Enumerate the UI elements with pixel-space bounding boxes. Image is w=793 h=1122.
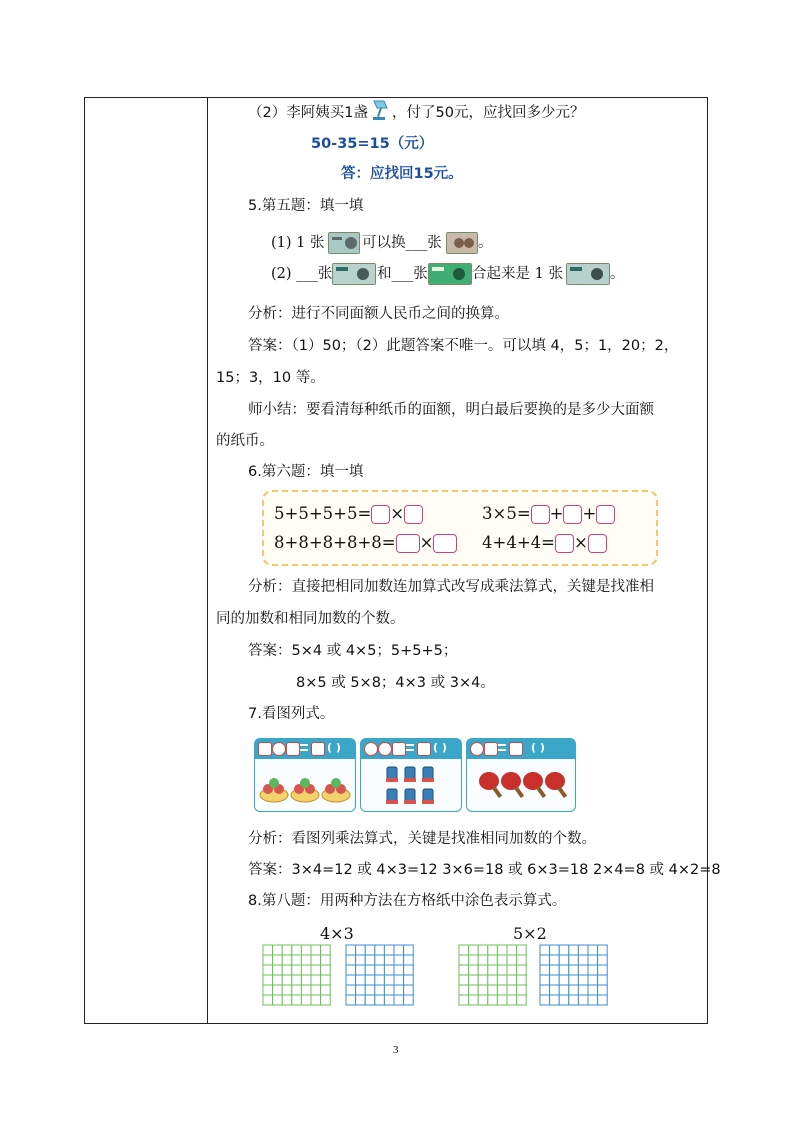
- q5-summary-line2: 的纸币。: [216, 433, 274, 449]
- q5-analysis: 分析：进行不同面额人民币之间的换算。: [248, 306, 509, 322]
- grid-cell[interactable]: [559, 965, 569, 975]
- grid-cell[interactable]: [517, 975, 527, 985]
- grid-cell[interactable]: [321, 985, 331, 995]
- grid-cell[interactable]: [394, 985, 404, 995]
- grid-cell[interactable]: [497, 965, 507, 975]
- q5-line2-c: 合起来是 1 张: [472, 266, 563, 282]
- picture-panel-3: [466, 738, 576, 812]
- grid-cell[interactable]: [569, 955, 579, 965]
- grid-cell[interactable]: [404, 955, 414, 965]
- grid-cell[interactable]: [394, 965, 404, 975]
- grid-cell[interactable]: [346, 965, 356, 975]
- grid-cell[interactable]: [478, 975, 488, 985]
- grid-cell[interactable]: [507, 965, 517, 975]
- grid-cell[interactable]: [550, 985, 560, 995]
- q4-part2-suffix: ，付了50元，应找回多少元？: [392, 105, 585, 121]
- grid-cell[interactable]: [346, 985, 356, 995]
- grid-cell[interactable]: [273, 985, 283, 995]
- grid-cell[interactable]: [569, 975, 579, 985]
- grid-cell[interactable]: [346, 955, 356, 965]
- grid-cell[interactable]: [356, 985, 366, 995]
- grid-cell[interactable]: [356, 995, 366, 1005]
- grid-cell[interactable]: [550, 945, 560, 955]
- grid-label-5x2: 5×2: [513, 924, 547, 943]
- grid-cell[interactable]: [263, 995, 273, 1005]
- grid-cell[interactable]: [550, 965, 560, 975]
- grid-cell[interactable]: [488, 985, 498, 995]
- grid-cell[interactable]: [263, 985, 273, 995]
- grid-cell[interactable]: [365, 965, 375, 975]
- grid-cell[interactable]: [469, 975, 479, 985]
- grid-cell[interactable]: [469, 955, 479, 965]
- grid-cell[interactable]: [478, 965, 488, 975]
- desk-lamp-icon: [370, 98, 392, 122]
- grid-cell[interactable]: [301, 945, 311, 955]
- answer-box[interactable]: [588, 534, 607, 553]
- grid-cell[interactable]: [507, 955, 517, 965]
- grid-cell[interactable]: [301, 965, 311, 975]
- grid-cell[interactable]: [301, 975, 311, 985]
- grid-cell[interactable]: [578, 985, 588, 995]
- grid-cell[interactable]: [356, 975, 366, 985]
- grid-cell[interactable]: [404, 995, 414, 1005]
- grid-cell[interactable]: [478, 945, 488, 955]
- grid-cell[interactable]: [488, 945, 498, 955]
- grid-cell[interactable]: [497, 985, 507, 995]
- grid-cell[interactable]: [301, 995, 311, 1005]
- plates-of-cakes-icon: [259, 765, 351, 807]
- grid-cell[interactable]: [507, 975, 517, 985]
- grid-cell[interactable]: [488, 995, 498, 1005]
- q5-line1-a: (1) 1 张: [271, 235, 325, 251]
- grid-cell[interactable]: [478, 955, 488, 965]
- grid-cell[interactable]: [559, 945, 569, 955]
- grid-cell[interactable]: [540, 945, 550, 955]
- grid-cell[interactable]: [598, 965, 608, 975]
- grid-paper-green-2[interactable]: [458, 944, 528, 1006]
- grid-cell[interactable]: [459, 975, 469, 985]
- picture-panel-1: [254, 738, 356, 812]
- grid-cell[interactable]: [569, 945, 579, 955]
- grid-cell[interactable]: [404, 985, 414, 995]
- equation-4: [482, 533, 607, 553]
- grid-cell[interactable]: [282, 965, 292, 975]
- grid-cell[interactable]: [588, 995, 598, 1005]
- grid-cell[interactable]: [375, 995, 385, 1005]
- answer-box[interactable]: [433, 534, 457, 553]
- grid-cell[interactable]: [578, 975, 588, 985]
- grid-cell[interactable]: [404, 965, 414, 975]
- grid-cell[interactable]: [292, 975, 302, 985]
- grid-cell[interactable]: [311, 945, 321, 955]
- q7-title: 7.看图列式。: [248, 706, 335, 722]
- paren-blank: ( ): [433, 741, 447, 754]
- grid-cell[interactable]: [488, 975, 498, 985]
- grid-cell[interactable]: [588, 975, 598, 985]
- grid-cell[interactable]: [497, 995, 507, 1005]
- grid-cell[interactable]: [375, 965, 385, 975]
- grid-cell[interactable]: [507, 985, 517, 995]
- answer-box[interactable]: [596, 505, 615, 524]
- grid-cell[interactable]: [540, 975, 550, 985]
- grid-cell[interactable]: [292, 955, 302, 965]
- paren-blank: ( ): [531, 741, 545, 754]
- grid-cell[interactable]: [497, 945, 507, 955]
- grid-cell[interactable]: [273, 965, 283, 975]
- grid-cell[interactable]: [311, 955, 321, 965]
- grid-cell[interactable]: [488, 965, 498, 975]
- grid-cell[interactable]: [282, 995, 292, 1005]
- grid-cell[interactable]: [588, 945, 598, 955]
- grid-cell[interactable]: [311, 975, 321, 985]
- grid-cell[interactable]: [559, 975, 569, 985]
- grid-cell[interactable]: [588, 985, 598, 995]
- grid-cell[interactable]: [346, 945, 356, 955]
- q5-summary-line1: 师小结：要看清每种纸币的面额，明白最后要换的是多少大面额: [248, 402, 654, 418]
- grid-cell[interactable]: [404, 945, 414, 955]
- column-divider: [207, 97, 208, 1024]
- q7-answer: 答案：3×4=12 或 4×3=12 3×6=18 或 6×3=18 2×4=8 或 4×2=8: [248, 862, 721, 878]
- grid-cell[interactable]: [384, 945, 394, 955]
- paren-blank: ( ): [327, 741, 341, 754]
- grid-cell[interactable]: [384, 975, 394, 985]
- answer-box[interactable]: [371, 505, 390, 524]
- grid-cell[interactable]: [365, 945, 375, 955]
- grid-cell[interactable]: [384, 995, 394, 1005]
- grid-cell[interactable]: [356, 945, 366, 955]
- grid-cell[interactable]: [365, 995, 375, 1005]
- grid-cell[interactable]: [321, 965, 331, 975]
- grid-cell[interactable]: [375, 975, 385, 985]
- toy-figures-icon: [383, 765, 443, 807]
- grid-cell[interactable]: [598, 975, 608, 985]
- grid-paper-green-1[interactable]: [262, 944, 332, 1006]
- q7-analysis: 分析：看图列乘法算式，关键是找准相同加数的个数。: [248, 831, 596, 847]
- grid-cell[interactable]: [321, 945, 331, 955]
- grid-cell[interactable]: [282, 975, 292, 985]
- q6-answer-line2: 8×5 或 5×8；4×3 或 3×4。: [296, 675, 495, 691]
- q5-line2-d: 。: [610, 266, 625, 282]
- grid-cell[interactable]: [375, 945, 385, 955]
- grid-cell[interactable]: [540, 965, 550, 975]
- grid-cell[interactable]: [459, 955, 469, 965]
- grid-cell[interactable]: [394, 995, 404, 1005]
- equation-2-left: 3×5=: [482, 504, 531, 523]
- q5-answer-line2: 15；3，10 等。: [216, 370, 325, 386]
- banknote-2-yuan-icon: [428, 263, 472, 285]
- q6-analysis-line2: 同的加数和相同加数的个数。: [216, 611, 405, 627]
- grid-cell[interactable]: [517, 995, 527, 1005]
- grid-cell[interactable]: [311, 965, 321, 975]
- grid-cell[interactable]: [321, 995, 331, 1005]
- grid-cell[interactable]: [469, 985, 479, 995]
- grid-cell[interactable]: [550, 955, 560, 965]
- grid-cell[interactable]: [578, 945, 588, 955]
- grid-cell[interactable]: [394, 975, 404, 985]
- grid-cell[interactable]: [394, 955, 404, 965]
- times-sign: ×: [419, 533, 434, 552]
- grid-cell[interactable]: [459, 985, 469, 995]
- grid-cell[interactable]: [540, 995, 550, 1005]
- equation-1-left: 5+5+5+5=: [274, 504, 372, 523]
- grid-cell[interactable]: [469, 965, 479, 975]
- equation-4-left: 4+4+4=: [482, 533, 555, 552]
- grid-cell[interactable]: [365, 955, 375, 965]
- grid-cell[interactable]: [588, 965, 598, 975]
- answer-box[interactable]: [531, 505, 550, 524]
- grid-cell[interactable]: [507, 995, 517, 1005]
- grid-cell[interactable]: [497, 975, 507, 985]
- grid-cell[interactable]: [365, 975, 375, 985]
- grid-cell[interactable]: [384, 955, 394, 965]
- grid-cell[interactable]: [550, 975, 560, 985]
- grid-cell[interactable]: [540, 955, 550, 965]
- grid-cell[interactable]: [321, 955, 331, 965]
- grid-cell[interactable]: [301, 985, 311, 995]
- grid-cell[interactable]: [346, 995, 356, 1005]
- grid-cell[interactable]: [311, 995, 321, 1005]
- page-number: 3: [393, 1044, 399, 1056]
- grid-cell[interactable]: [384, 985, 394, 995]
- grid-cell[interactable]: [578, 965, 588, 975]
- equation-box: [262, 490, 658, 566]
- times-sign: ×: [573, 533, 588, 552]
- grid-cell[interactable]: [550, 995, 560, 1005]
- grid-cell[interactable]: [384, 965, 394, 975]
- grid-cell[interactable]: [559, 985, 569, 995]
- q5-line1-c: 。: [478, 235, 493, 251]
- grid-cell[interactable]: [517, 945, 527, 955]
- q4-answer: 答：应找回15元。: [341, 166, 463, 182]
- grid-cell[interactable]: [578, 955, 588, 965]
- q6-title: 6.第六题：填一填: [248, 464, 364, 480]
- grid-paper-blue-1[interactable]: [345, 944, 415, 1006]
- answer-box[interactable]: [555, 534, 574, 553]
- grid-cell[interactable]: [559, 995, 569, 1005]
- grid-cell[interactable]: [356, 965, 366, 975]
- grid-cell[interactable]: [365, 985, 375, 995]
- grid-cell[interactable]: [598, 985, 608, 995]
- grid-cell[interactable]: [469, 995, 479, 1005]
- grid-cell[interactable]: [497, 955, 507, 965]
- q6-analysis-line1: 分析：直接把相同加数连加算式改写成乘法算式，关键是找准相: [248, 579, 654, 595]
- grid-cell[interactable]: [263, 955, 273, 965]
- grid-cell[interactable]: [459, 995, 469, 1005]
- q5-answer-line1: 答案：（1）50；（2）此题答案不唯一。可以填 4，5；1，20；2，: [248, 338, 679, 354]
- grid-cell[interactable]: [517, 985, 527, 995]
- grid-cell[interactable]: [569, 995, 579, 1005]
- banknote-2-jiao-icon: [446, 232, 478, 254]
- grid-paper-blue-2[interactable]: [539, 944, 609, 1006]
- grid-cell[interactable]: [301, 955, 311, 965]
- q5-line2-a: (2) ___张: [271, 266, 333, 282]
- grid-cell[interactable]: [459, 945, 469, 955]
- grid-cell[interactable]: [569, 965, 579, 975]
- grid-cell[interactable]: [478, 995, 488, 1005]
- equation-1: [274, 504, 423, 524]
- grid-cell[interactable]: [273, 975, 283, 985]
- grid-cell[interactable]: [273, 945, 283, 955]
- grid-cell[interactable]: [404, 975, 414, 985]
- q5-title: 5.第五题：填一填: [248, 198, 364, 214]
- grid-cell[interactable]: [375, 985, 385, 995]
- q5-line2-b: 和___张: [377, 266, 428, 282]
- grid-cell[interactable]: [507, 945, 517, 955]
- grid-cell[interactable]: [282, 985, 292, 995]
- grid-cell[interactable]: [263, 965, 273, 975]
- grid-cell[interactable]: [356, 955, 366, 965]
- times-sign: ×: [390, 504, 405, 523]
- grid-cell[interactable]: [569, 985, 579, 995]
- grid-cell[interactable]: [292, 995, 302, 1005]
- ping-pong-paddles-icon: [475, 769, 567, 805]
- answer-box[interactable]: [563, 505, 582, 524]
- grid-cell[interactable]: [292, 945, 302, 955]
- q6-answer-line1: 答案：5×4 或 4×5；5+5+5；: [248, 643, 458, 659]
- grid-cell[interactable]: [598, 945, 608, 955]
- grid-cell[interactable]: [517, 955, 527, 965]
- q4-calc: 50-35=15（元）: [311, 136, 434, 152]
- grid-cell[interactable]: [598, 955, 608, 965]
- banknote-10-yuan-icon: [566, 263, 610, 285]
- grid-cell[interactable]: [346, 975, 356, 985]
- grid-cell[interactable]: [469, 945, 479, 955]
- grid-cell[interactable]: [559, 955, 569, 965]
- grid-label-4x3: 4×3: [320, 924, 354, 943]
- grid-cell[interactable]: [488, 955, 498, 965]
- grid-cell[interactable]: [292, 985, 302, 995]
- grid-cell[interactable]: [263, 945, 273, 955]
- banknote-5-yuan-icon: [332, 263, 376, 285]
- grid-cell[interactable]: [311, 985, 321, 995]
- q8-title: 8.第八题：用两种方法在方格纸中涂色表示算式。: [248, 893, 567, 909]
- q4-part2-prefix: （2）李阿姨买1盏: [248, 105, 368, 121]
- equation-3: [274, 533, 457, 553]
- grid-cell[interactable]: [588, 955, 598, 965]
- grid-cell[interactable]: [282, 945, 292, 955]
- grid-cell[interactable]: [375, 955, 385, 965]
- grid-cell[interactable]: [263, 975, 273, 985]
- grid-cell[interactable]: [517, 965, 527, 975]
- plus-sign: +: [549, 504, 564, 523]
- picture-panel-2: [360, 738, 462, 812]
- answer-box[interactable]: [396, 534, 420, 553]
- grid-cell[interactable]: [540, 985, 550, 995]
- equation-3-left: 8+8+8+8+8=: [274, 533, 396, 552]
- grid-cell[interactable]: [578, 995, 588, 1005]
- grid-cell[interactable]: [598, 995, 608, 1005]
- grid-cell[interactable]: [292, 965, 302, 975]
- grid-cell[interactable]: [282, 955, 292, 965]
- grid-cell[interactable]: [478, 985, 488, 995]
- q5-line1-b: 可以换___张: [362, 235, 442, 251]
- grid-cell[interactable]: [459, 965, 469, 975]
- banknote-1-yuan-icon: [328, 232, 360, 254]
- equation-2: [482, 504, 615, 524]
- grid-cell[interactable]: [273, 955, 283, 965]
- grid-cell[interactable]: [321, 975, 331, 985]
- grid-cell[interactable]: [273, 995, 283, 1005]
- plus-sign: +: [582, 504, 597, 523]
- grid-cell[interactable]: [394, 945, 404, 955]
- answer-box[interactable]: [404, 505, 423, 524]
